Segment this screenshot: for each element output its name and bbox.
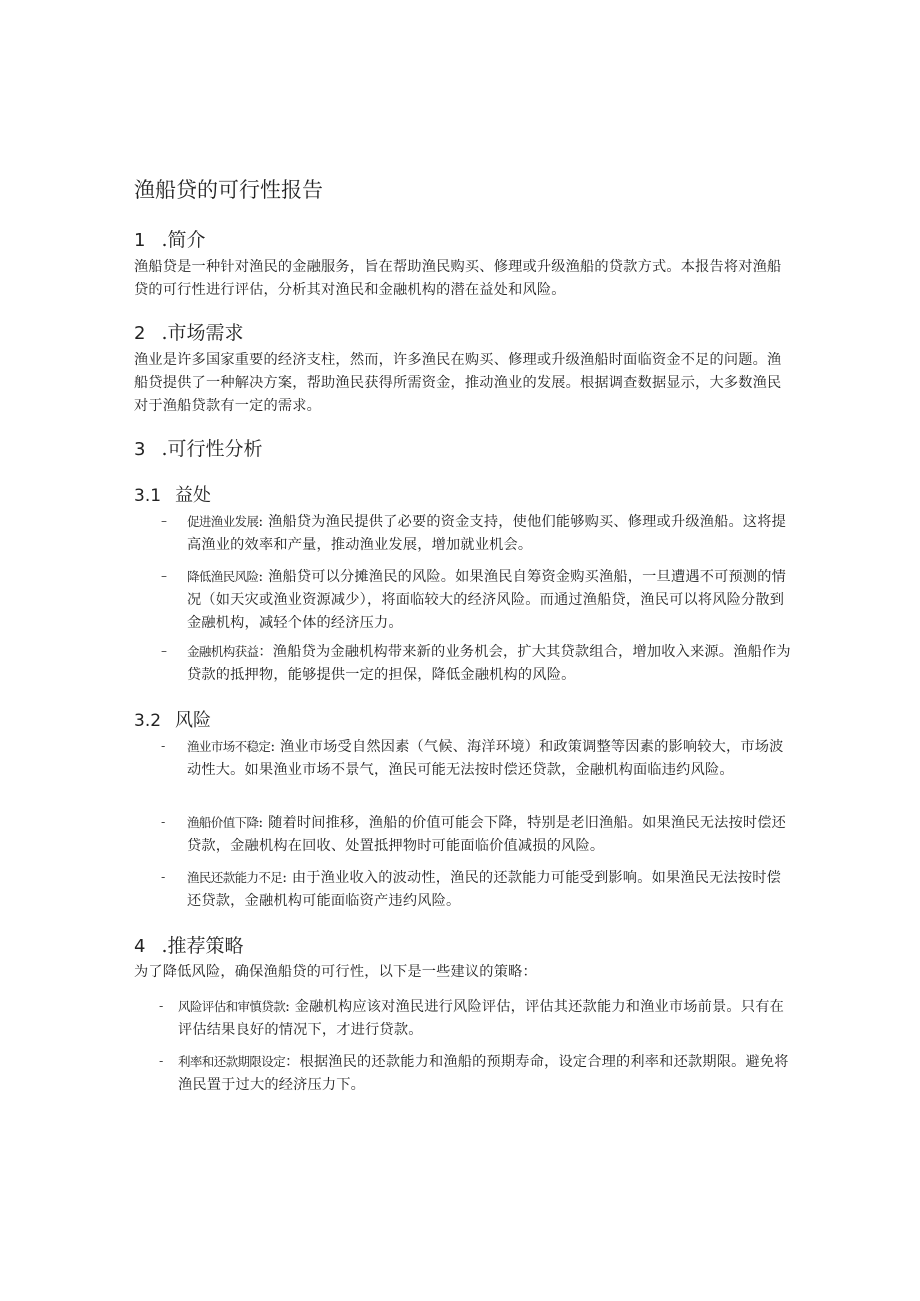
section-1-heading — [134, 225, 206, 252]
item-lead: 利率和还款期限设定 — [178, 1054, 286, 1069]
item-text: : 渔业市场受自然因素（气候、海洋环境）和政策调整等因素的影响较大，市场波动性大。如果渔业市场不景气，渔民可能无法按时偿还贷款，金融机构面临违约风险。 — [187, 739, 784, 778]
item-lead: 金融机构获益 — [187, 644, 259, 659]
item-text: : 金融机构应该对渔民进行风险评估，评估其还款能力和渔业市场前景。只有在评估结果良好的情况下，才进行贷款。 — [178, 999, 784, 1038]
list-dash: - — [161, 815, 166, 829]
section-3-heading — [134, 434, 263, 461]
section-number: 2 — [134, 323, 146, 344]
section-4-paragraph: 为了降低风险，确保渔船贷的可行性，以下是一些建议的策略： — [134, 964, 537, 980]
list-dash: – — [161, 569, 168, 583]
item-lead: 促进渔业发展 — [187, 514, 259, 529]
list-item — [161, 811, 793, 858]
subsection-3-1-heading — [134, 481, 211, 507]
item-lead: 渔船价值下降 — [187, 815, 259, 830]
list-dash: - — [161, 870, 166, 884]
list-dash: - — [161, 739, 166, 753]
subsection-3-2-heading — [134, 706, 211, 732]
section-4-heading — [134, 931, 244, 958]
section-title: .可行性分析 — [161, 438, 263, 460]
list-item — [161, 735, 793, 782]
subsection-title: 益处 — [175, 485, 212, 506]
subsection-number: 3.2 — [134, 711, 162, 731]
list-item — [161, 866, 793, 913]
item-text: ：渔船贷为金融机构带来新的业务机会，扩大其贷款组合，增加收入来源。渔船作为贷款的抵押物，能够提供一定的担保，降低金融机构的风险。 — [187, 644, 791, 683]
item-lead: 渔民还款能力不足 — [187, 870, 283, 885]
section-2-heading — [134, 318, 244, 345]
list-dash: – — [161, 514, 168, 528]
document-title: 渔船贷的可行性报告 — [134, 178, 323, 202]
section-number: 4 — [134, 936, 146, 957]
item-text: : 随着时间推移，渔船的价值可能会下降，特别是老旧渔船。如果渔民无法按时偿还贷款，金融机构在回收、处置抵押物时可能面临价值减损的风险。 — [187, 815, 787, 854]
list-item — [161, 510, 793, 557]
list-dash: – — [161, 644, 168, 658]
item-text: : 由于渔业收入的波动性，渔民的还款能力可能受到影响。如果渔民无法按时偿还贷款，金融机构可能面临资产违约风险。 — [187, 870, 782, 909]
section-1-paragraph: 渔船贷是一种针对渔民的金融服务，旨在帮助渔民购买、修理或升级渔船的贷款方式。本报告将对渔船贷的可行性进行评估，分析其对渔民和金融机构的潜在益处和风险。 — [134, 259, 782, 298]
list-item — [159, 995, 793, 1042]
list-dash: - — [159, 1054, 164, 1068]
section-title: .推荐策略 — [161, 935, 244, 957]
subsection-number: 3.1 — [134, 486, 162, 506]
item-text: : 渔船贷可以分摊渔民的风险。如果渔民自筹资金购买渔船，一旦遭遇不可预测的情况（如天灾或渔业资源减少），将面临较大的经济风险。而通过渔船贷，渔民可以将风险分散到金融机构，减轻个体的经济压力。 — [187, 569, 787, 631]
item-text: : 渔船贷为渔民提供了必要的资金支持，使他们能够购买、修理或升级渔船。这将提高渔业的效率和产量，推动渔业发展，增加就业机会。 — [187, 514, 787, 553]
item-lead: 降低渔民风险 — [187, 569, 259, 584]
list-item — [161, 640, 793, 687]
section-number: 3 — [134, 439, 146, 460]
list-item — [161, 565, 793, 635]
subsection-title: 风险 — [175, 710, 212, 731]
item-lead: 渔业市场不稳定 — [187, 739, 271, 754]
section-2-paragraph: 渔业是许多国家重要的经济支柱，然而，许多渔民在购买、修理或升级渔船时面临资金不足的问题。渔船贷提供了一种解决方案，帮助渔民获得所需资金，推动渔业的发展。根据调查数据显示，大多数渔民对于渔船贷款有一定的需求。 — [134, 352, 782, 414]
list-item — [159, 1050, 793, 1097]
item-text: ：根据渔民的还款能力和渔船的预期寿命，设定合理的利率和还款期限。避免将渔民置于过大的经济压力下。 — [178, 1054, 789, 1093]
section-title: .市场需求 — [161, 322, 244, 344]
list-dash: - — [159, 999, 164, 1013]
item-lead: 风险评估和审慎贷款 — [178, 999, 286, 1014]
section-number: 1 — [134, 230, 146, 251]
section-title: .简介 — [161, 229, 206, 251]
